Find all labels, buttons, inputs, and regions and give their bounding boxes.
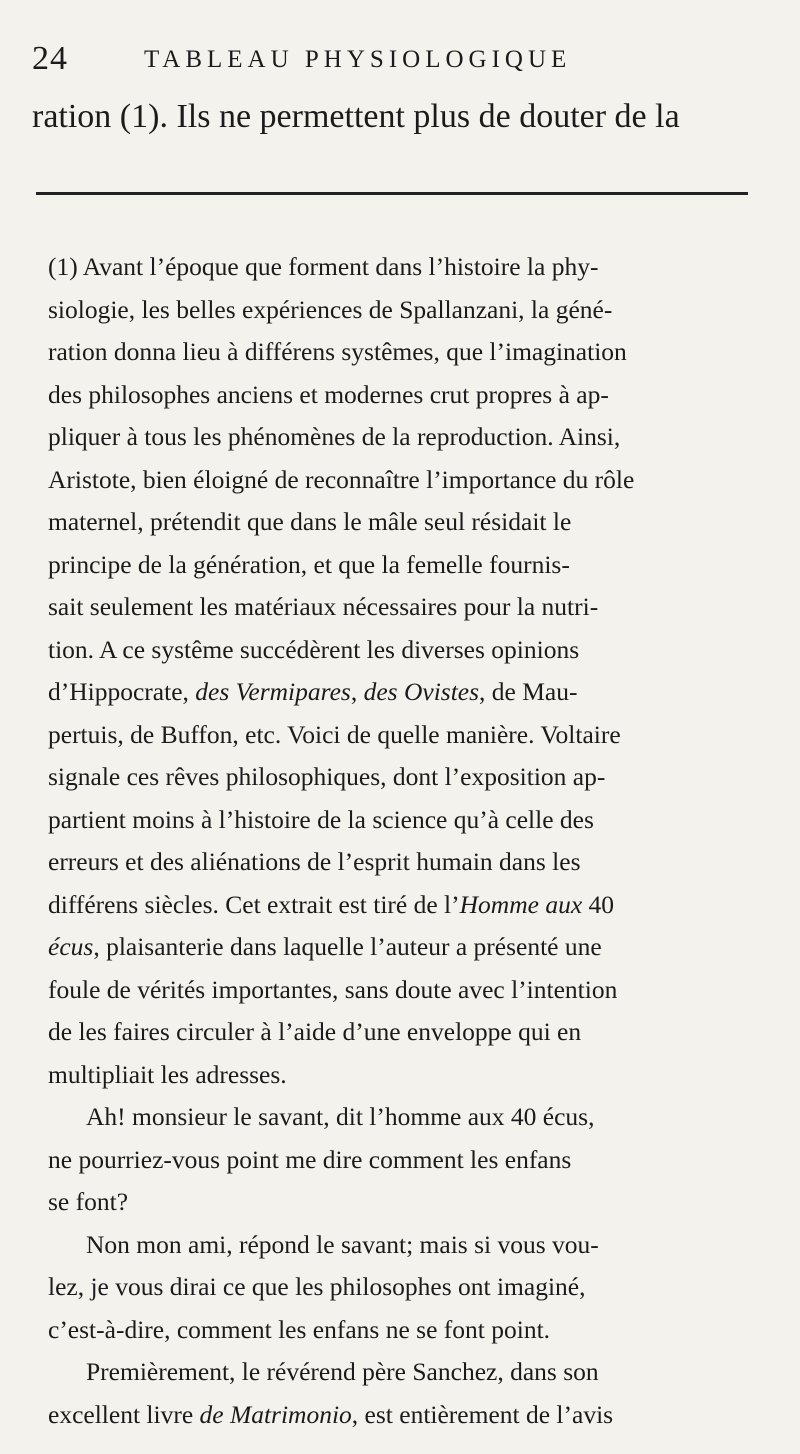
footnote-line: Aristote, bien éloigné de reconnaître l’importance du rôle xyxy=(48,464,635,494)
footnote-line: foule de vérités importantes, sans doute avec l’intention xyxy=(48,974,618,1004)
footnote-line: lez, je vous dirai ce que les philosophes ont imaginé, xyxy=(48,1272,586,1301)
footnote-line: erreurs et des aliénations de l’esprit humain dans les xyxy=(48,847,581,876)
footnote-line: (1) Avant l’époque que forment dans l’histoire la phy- xyxy=(48,252,599,281)
page-header xyxy=(32,40,752,84)
footnote-block xyxy=(48,252,756,1442)
footnote-line: principe de la génération, et que la femelle fournis- xyxy=(48,549,570,579)
footnote-line: différens siècles. Cet extrait est tiré de l’Homme aux 40 xyxy=(48,889,615,919)
footnote-line: pliquer à tous les phénomènes de la reproduction. Ainsi, xyxy=(48,422,621,451)
footnote-line: écus, plaisanterie dans laquelle l’auteur a présenté une xyxy=(48,932,602,961)
footnote-line: ration donna lieu à différens systêmes, que l’imagination xyxy=(48,337,627,366)
footnote-line: Premièrement, le révérend père Sanchez, dans son xyxy=(86,1357,599,1386)
footnote-line: se font? xyxy=(48,1187,129,1216)
footnote-line: multipliait les adresses. xyxy=(48,1059,287,1089)
footnote-line: siologie, les belles expériences de Spallanzani, la géné- xyxy=(48,294,613,324)
footnote-line: c’est-à-dire, comment les enfans ne se font point. xyxy=(48,1314,551,1344)
main-text-line: ration (1). Ils ne permettent plus de douter de la xyxy=(32,98,680,135)
footnote-line: tion. A ce systême succédèrent les diverses opinions xyxy=(48,634,580,664)
footnote-line: Ah! monsieur le savant, dit l’homme aux 40 écus, xyxy=(86,1102,595,1131)
footnote-line: sait seulement les matériaux nécessaires pour la nutri- xyxy=(48,592,599,621)
footnote-line: ne pourriez-vous point me dire comment les enfans xyxy=(48,1144,572,1174)
footnote-line: excellent livre de Matrimonio, est entièrement de l’avis xyxy=(48,1399,614,1429)
running-title: TABLEAU PHYSIOLOGIQUE xyxy=(144,46,572,73)
footnote-separator-rule xyxy=(36,192,748,195)
footnote-line: partient moins à l’histoire de la science qu’à celle des xyxy=(48,804,594,834)
footnote-line: signale ces rêves philosophiques, dont l’exposition ap- xyxy=(48,762,606,791)
footnote-line: Non mon ami, répond le savant; mais si vous vou- xyxy=(86,1229,599,1259)
page-number: 24 xyxy=(32,40,68,77)
footnote-line: pertuis, de Buffon, etc. Voici de quelle manière. Voltaire xyxy=(48,719,621,749)
footnote-line: maternel, prétendit que dans le mâle seul résidait le xyxy=(48,507,572,536)
footnote-line: de les faires circuler à l’aide d’une enveloppe qui en xyxy=(48,1017,582,1046)
footnote-line: des philosophes anciens et modernes crut propres à ap- xyxy=(48,379,609,409)
footnote-line: d’Hippocrate, des Vermipares, des Ovistes, de Mau- xyxy=(48,677,578,706)
